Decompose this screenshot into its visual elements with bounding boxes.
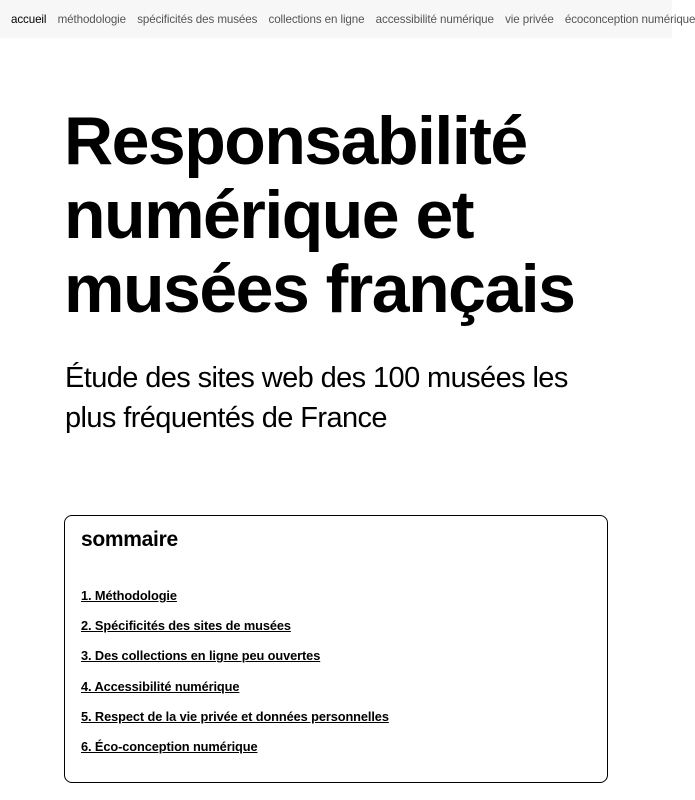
toc-link-vie-privee[interactable]: 5. Respect de la vie privée et données personnelles (81, 708, 389, 724)
page-subtitle: Étude des sites web des 100 musées les plus fréquentés de France (65, 362, 568, 434)
nav-link-ecoconception[interactable]: écoconception numérique (564, 12, 695, 26)
toc-title: sommaire (81, 528, 178, 551)
toc-list (81, 587, 389, 768)
toc-link-ecoconception[interactable]: 6. Éco-conception numérique (81, 738, 258, 754)
toc-link-methodologie[interactable]: 1. Méthodologie (81, 588, 177, 603)
table-of-contents (64, 515, 608, 783)
toc-item (81, 617, 389, 647)
page-title: Responsabilité numérique et musées français (64, 103, 575, 327)
nav-link-accessibilite[interactable]: accessibilité numérique (375, 12, 494, 26)
nav-link-vie-privee[interactable]: vie privée (505, 12, 554, 26)
toc-item (81, 587, 389, 617)
toc-link-collections[interactable]: 3. Des collections en ligne peu ouvertes (81, 648, 321, 664)
top-navigation (0, 0, 695, 38)
toc-item (81, 738, 389, 768)
nav-link-accueil[interactable]: accueil (11, 12, 47, 26)
nav-link-collections[interactable]: collections en ligne (268, 12, 365, 26)
nav-link-methodologie[interactable]: méthodologie (57, 12, 126, 26)
toc-link-accessibilite[interactable]: 4. Accessibilité numérique (81, 678, 240, 694)
toc-link-specificites[interactable]: 2. Spécificités des sites de musées (81, 618, 291, 634)
toc-item (81, 647, 389, 677)
nav-link-specificites[interactable]: spécificités des musées (137, 12, 258, 26)
toc-item (81, 678, 389, 708)
toc-item (81, 708, 389, 738)
